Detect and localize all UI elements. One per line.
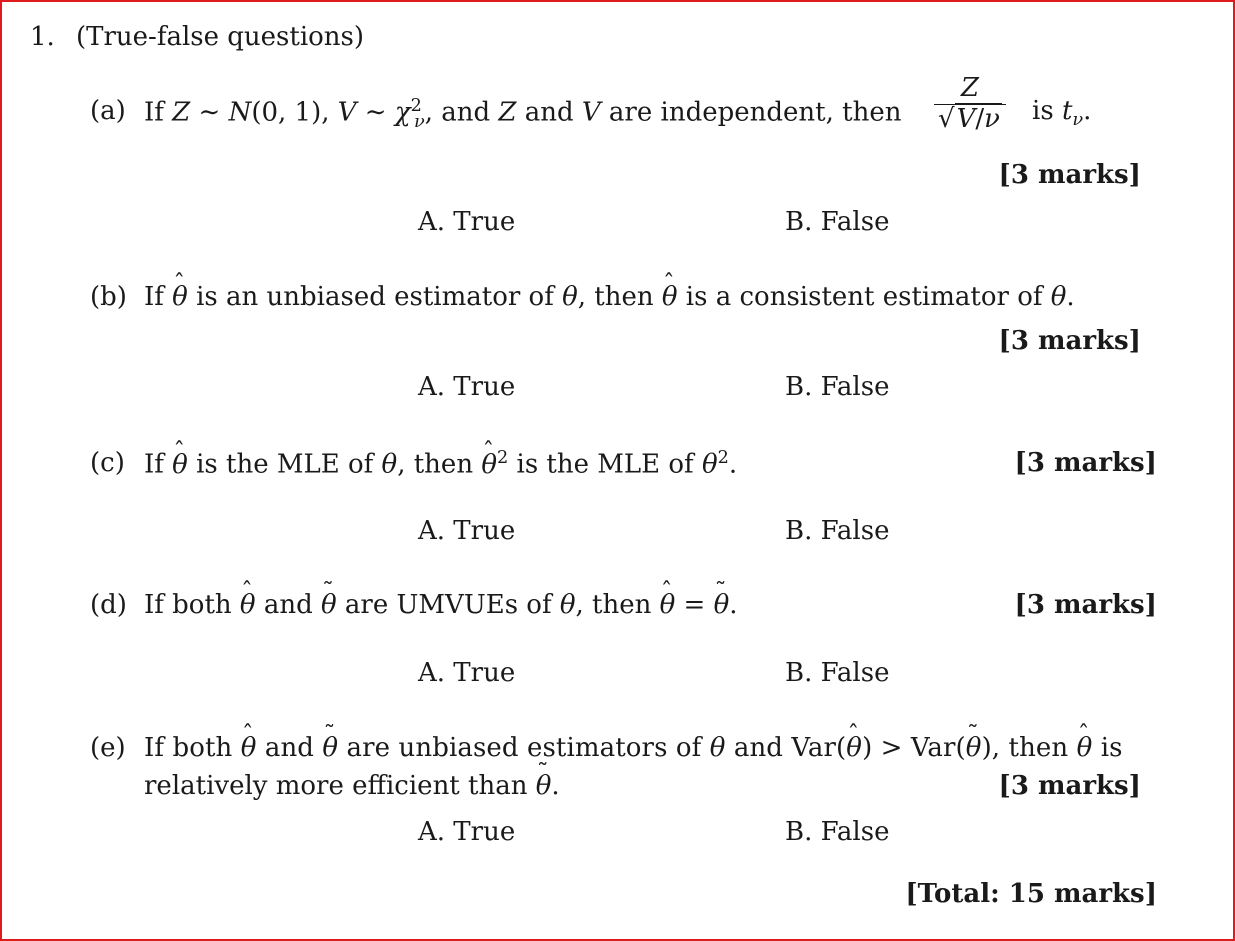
item-a-label: (a) — [90, 96, 126, 126]
item-e-marks: [3 marks] — [998, 771, 1141, 801]
item-e-option-false[interactable]: B. False — [785, 817, 890, 847]
item-e-text-line2: relatively more efficient than θ ˜. — [144, 771, 560, 801]
question-title: (True-false questions) — [76, 22, 365, 52]
question-number: 1. — [30, 22, 55, 52]
item-e-text-line1: If both θ ˆ and θ ˜ are unbiased estimators of θ and Var(θ ˆ) > Var(θ ˜), then θ ˆ is — [144, 733, 1123, 763]
item-b-marks: [3 marks] — [998, 326, 1141, 356]
item-a-text: If Z ∼ N(0, 1), V ∼ $\chi^2_\nu$, and Z and V are independent, then — [144, 96, 902, 132]
item-c-marks: [3 marks] — [1014, 448, 1157, 478]
item-a-fraction: $\frac{Z}{√V/\nu}$ — [934, 74, 1006, 135]
item-d-text: If both θ ˆ and θ ˜ are UMVUEs of θ, then θ ˆ = θ ˜. — [144, 590, 738, 620]
item-b-label: (b) — [90, 282, 127, 312]
item-d-marks: [3 marks] — [1014, 590, 1157, 620]
item-c-text: If θ ˆ is the MLE of θ, then θ ˆ$^2$ is the MLE of $\theta^2$. — [144, 448, 737, 480]
item-a-option-false[interactable]: B. False — [785, 207, 890, 237]
item-c-label: (c) — [90, 448, 125, 478]
item-a-option-true[interactable]: A. True — [418, 207, 516, 237]
item-d-option-false[interactable]: B. False — [785, 658, 890, 688]
item-b-text: If θ ˆ is an unbiased estimator of θ, then θ ˆ is a consistent estimator of θ. — [144, 282, 1075, 312]
item-e-label: (e) — [90, 733, 126, 763]
item-d-label: (d) — [90, 590, 127, 620]
item-d-option-true[interactable]: A. True — [418, 658, 516, 688]
item-e-option-true[interactable]: A. True — [418, 817, 516, 847]
item-b-option-true[interactable]: A. True — [418, 372, 516, 402]
item-c-option-false[interactable]: B. False — [785, 516, 890, 546]
total-marks: [Total: 15 marks] — [905, 879, 1157, 909]
item-b-option-false[interactable]: B. False — [785, 372, 890, 402]
item-a-marks: [3 marks] — [998, 160, 1141, 190]
item-c-option-true[interactable]: A. True — [418, 516, 516, 546]
item-a-tail: is $t_\nu$. — [1032, 96, 1092, 131]
